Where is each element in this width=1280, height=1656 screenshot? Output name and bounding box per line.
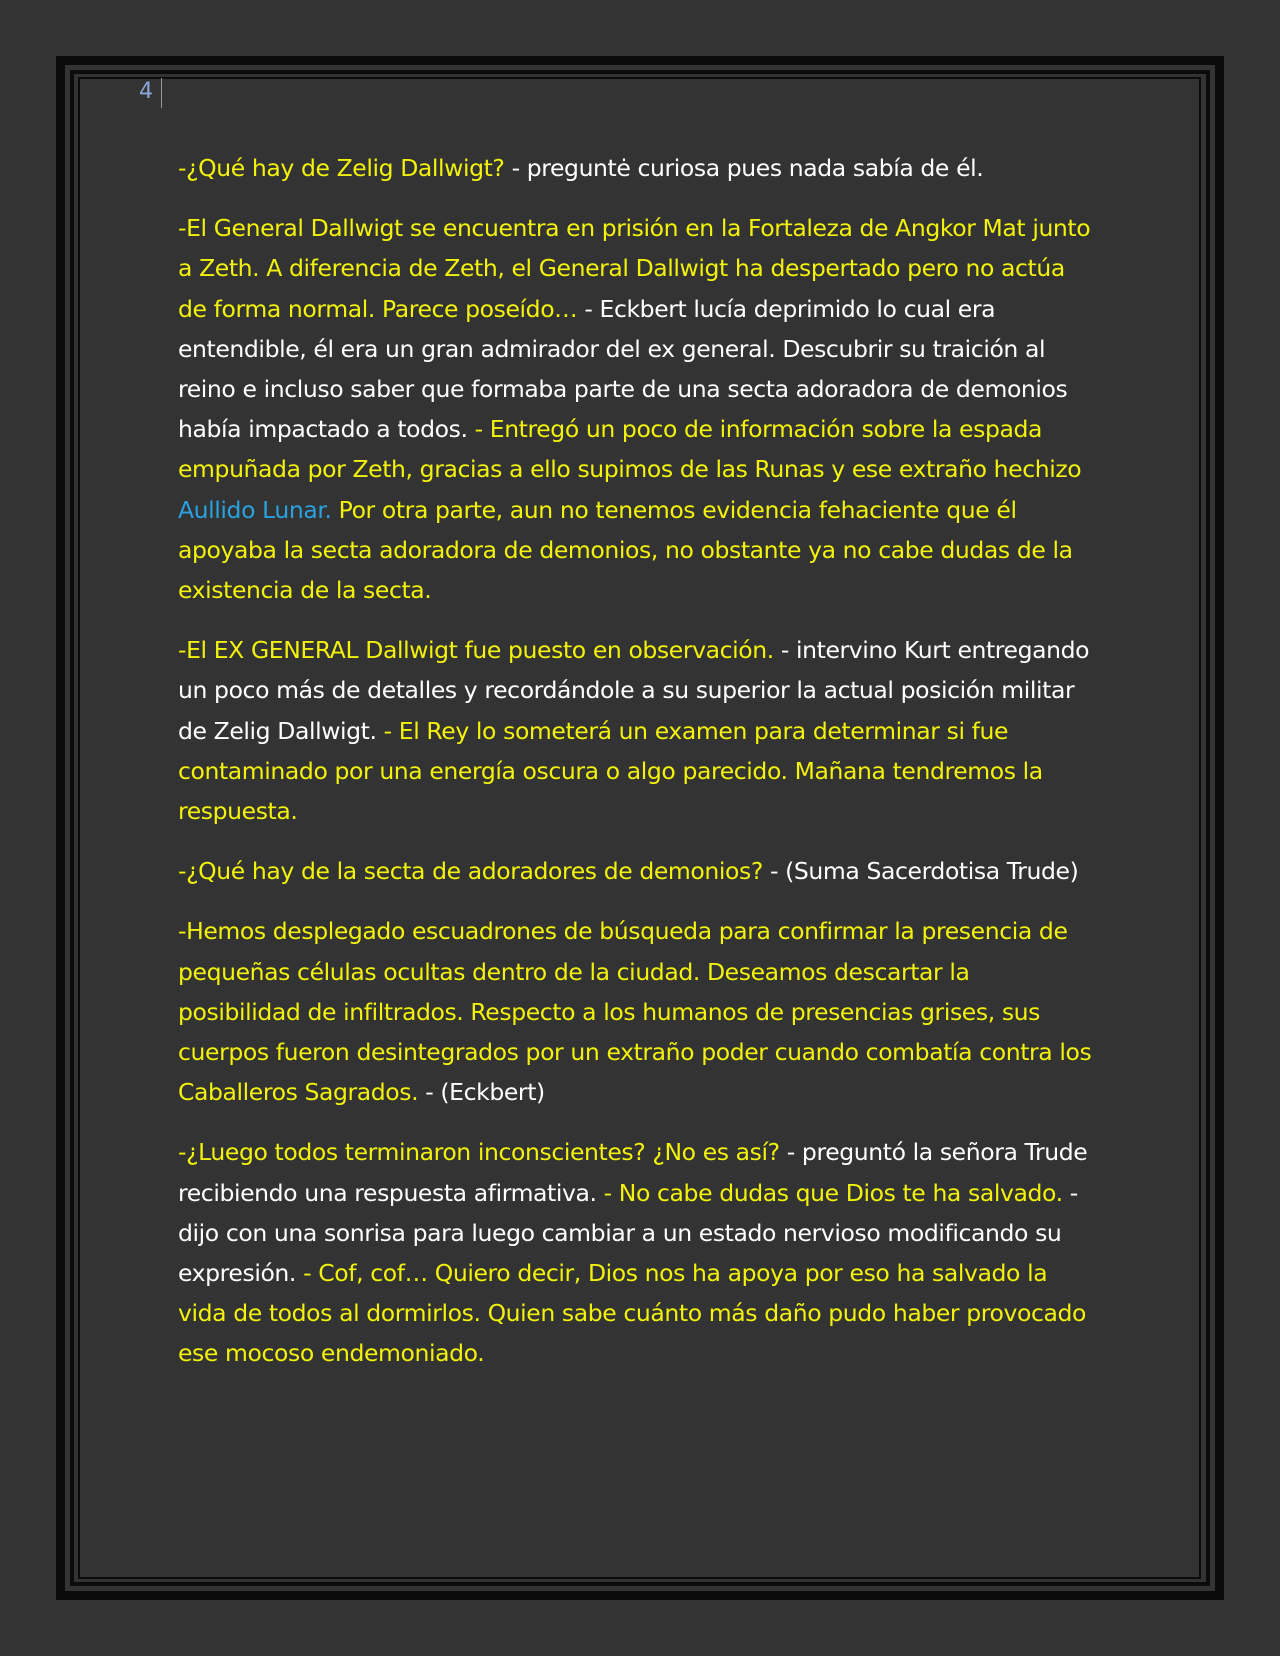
paragraph: [178, 1132, 1098, 1373]
narration-text: - Eckbert lucía deprimido lo cual era entendible, él era un gran admirador del ex general. Descubrir su traición al reino e incluso saber que formaba parte de una secta adoradora de demonios había impactado a todos.: [178, 294, 1068, 444]
narration-text: - dijo con una sonrisa para luego cambiar a un estado nervioso modificando su expresión.: [178, 1178, 1078, 1288]
paragraph: [178, 630, 1098, 831]
dialogue-text: Por otra parte, aun no tenemos evidencia fehaciente que él apoyaba la secta adoradora de demonios, no obstante ya no cabe dudas de la existencia de la secta.: [178, 495, 1073, 605]
dialogue-text: -El General Dallwigt se encuentra en prisión en la Fortaleza de Angkor Mat junto a Zeth. A diferencia de Zeth, el General Dallwigt ha despertado pero no actúa de forma normal. Parece poseído…: [178, 214, 1091, 323]
dialogue-text: -El EX GENERAL Dallwigt fue puesto en observación.: [178, 636, 781, 665]
page-number: 4: [139, 78, 162, 108]
paragraph: [178, 148, 1098, 188]
story-text: [178, 148, 1098, 1394]
paragraph: [178, 208, 1098, 610]
dialogue-text: -¿Luego todos terminaron inconscientes? ¿No es así?: [178, 1138, 787, 1167]
paragraph: [178, 911, 1098, 1112]
narration-text: - (Eckbert): [425, 1078, 545, 1107]
dialogue-text: -Hemos desplegado escuadrones de búsqueda para confirmar la presencia de pequeñas células ocultas dentro de la ciudad. Deseamos descartar la posibilidad de infiltrados. Respecto a los humanos de presencias grises, sus cuerpos fueron desintegrados por un extraño poder cuando combatía contra los Caballeros Sagrados.: [178, 917, 1092, 1107]
dialogue-text: -¿Qué hay de la secta de adoradores de demonios?: [178, 857, 770, 886]
narration-text: - preguntė curiosa pues nada sabía de él.: [511, 154, 984, 182]
narration-text: - (Suma Sacerdotisa Trude): [770, 857, 1079, 886]
dialogue-text: - No cabe dudas que Dios te ha salvado.: [603, 1178, 1070, 1207]
narration-text: - intervino Kurt entregando un poco más de detalles y recordándole a su superior la actual posición militar de Zelig Dallwigt.: [178, 636, 1090, 745]
dialogue-text: -¿Qué hay de Zelig Dallwigt?: [178, 154, 512, 182]
dialogue-text: - Cof, cof… Quiero decir, Dios nos ha apoya por eso ha salvado la vida de todos al dormirlos. Quien sabe cuánto más daño pudo haber provocado ese mocoso endemoniado.: [178, 1259, 1086, 1368]
spell-name: Aullido Lunar.: [178, 495, 332, 524]
dialogue-text: - El Rey lo someterá un examen para determinar si fue contaminado por una energía oscura o algo parecido. Mañana tendremos la respuesta.: [178, 716, 1043, 826]
narration-text: - preguntó la señora Trude recibiendo una respuesta afirmativa.: [178, 1138, 1088, 1207]
dialogue-text: - Entregó un poco de información sobre la espada empuñada por Zeth, gracias a ello supimos de las Runas y ese extraño hechizo: [178, 415, 1082, 484]
paragraph: [178, 851, 1098, 891]
